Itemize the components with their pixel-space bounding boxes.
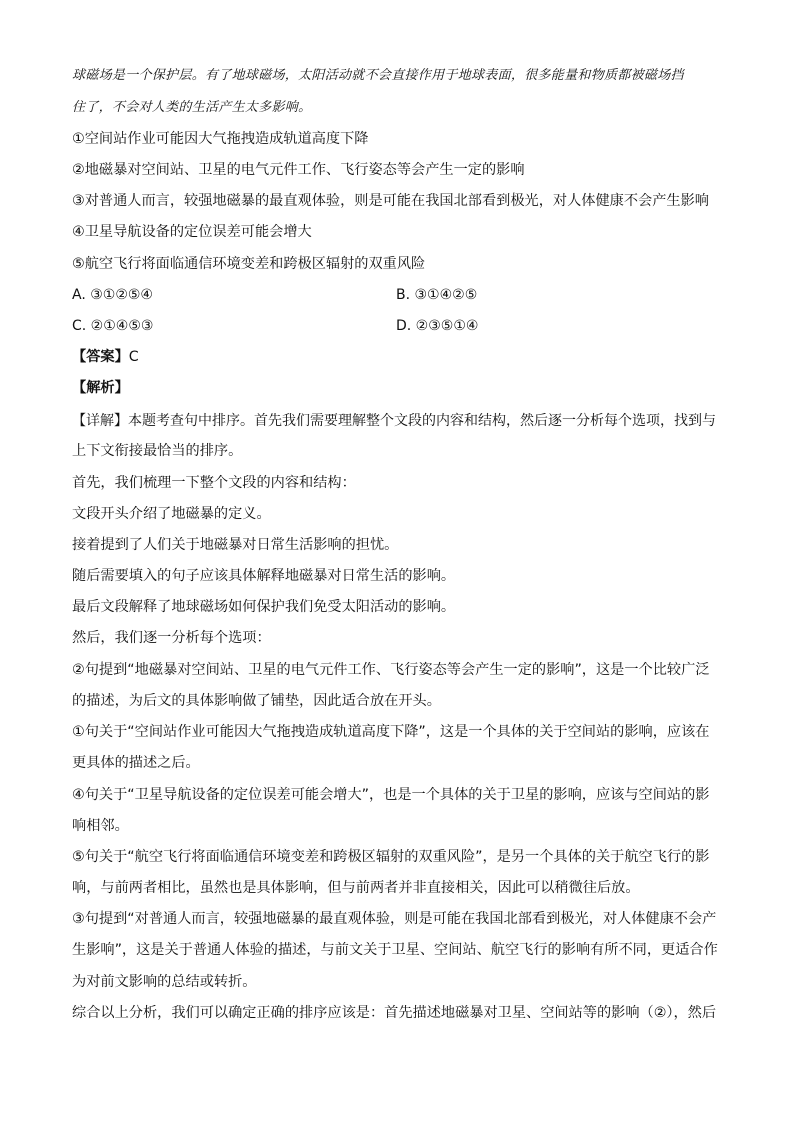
explanation-line: 文段开头介绍了地磁暴的定义。 — [72, 506, 271, 522]
explanation-line: 上下文衔接最恰当的排序。 — [72, 443, 243, 459]
explanation-line: ④句关于“卫星导航设备的定位误差可能会增大”，也是一个具体的关于卫星的影响，应该与空间站的影 — [72, 787, 710, 803]
option-c: C. ②①④⑤③ — [72, 318, 154, 334]
explanation-line: ③句提到“对普通人而言，较强地磁暴的最直观体验，则是可能在我国北部看到极光，对人体健康不会产 — [72, 911, 717, 927]
sentence-1: ①空间站作业可能因大气拖拽造成轨道高度下降 — [72, 131, 369, 147]
analysis-label: 【解析】 — [72, 380, 129, 396]
explanation-line: 然后，我们逐一分析每个选项： — [72, 630, 271, 646]
option-d: D. ②③⑤①④ — [396, 318, 479, 334]
explanation-line: 随后需要填入的句子应该具体解释地磁暴对日常生活的影响。 — [72, 568, 456, 584]
explanation-line: 最后文段解释了地球磁场如何保护我们免受太阳活动的影响。 — [72, 599, 456, 615]
explanation-line: 生影响”，这是关于普通人体验的描述，与前文关于卫星、空间站、航空飞行的影响有所不同，更适合作 — [72, 942, 718, 958]
explanation-line: ⑤句关于“航空飞行将面临通信环境变差和跨极区辐射的双重风险”，是另一个具体的关于航空飞行的影 — [72, 849, 710, 865]
explanation-line: ①句关于“空间站作业可能因大气拖拽造成轨道高度下降”，这是一个具体的关于空间站的影响，应该在 — [72, 724, 710, 740]
intro-line-2: 住了，不会对人类的生活产生太多影响。 — [72, 100, 312, 115]
intro-line-1: 球磁场是一个保护层。有了地球磁场，太阳活动就不会直接作用于地球表面，很多能量和物质都被磁场挡 — [72, 68, 684, 83]
explanation-line: ②句提到“地磁暴对空间站、卫星的电气元件工作、飞行姿态等会产生一定的影响”，这是一个比较广泛 — [72, 662, 710, 678]
explanation-line: 首先，我们梳理一下整个文段的内容和结构： — [72, 475, 356, 491]
sentence-4: ④卫星导航设备的定位误差可能会增大 — [72, 224, 312, 240]
answer-label: 【答案】 — [72, 349, 129, 365]
explanation-line: 为对前文影响的总结或转折。 — [72, 974, 257, 990]
explanation-line: 响相邻。 — [72, 818, 129, 834]
sentence-5: ⑤航空飞行将面临通信环境变差和跨极区辐射的双重风险 — [72, 256, 426, 272]
answer-line — [72, 347, 722, 367]
sentence-2: ②地磁暴对空间站、卫星的电气元件工作、飞行姿态等会产生一定的影响 — [72, 162, 525, 178]
answer-value: C — [128, 349, 139, 365]
sentence-3: ③对普通人而言，较强地磁暴的最直观体验，则是可能在我国北部看到极光，对人体健康不会产生影响 — [72, 193, 709, 209]
explanation-line: 综合以上分析，我们可以确定正确的排序应该是：首先描述地磁暴对卫星、空间站等的影响（②），然后 — [72, 1005, 717, 1021]
explanation-line: 接着提到了人们关于地磁暴对日常生活影响的担忧。 — [72, 537, 399, 553]
explanation-line: 响，与前两者相比，虽然也是具体影响，但与前两者并非直接相关，因此可以稍微往后放。 — [72, 880, 640, 896]
explanation-line: 更具体的描述之后。 — [72, 755, 200, 771]
option-a: A. ③①②⑤④ — [72, 287, 153, 303]
explanation-line: 的描述，为后文的具体影响做了铺垫，因此适合放在开头。 — [72, 693, 441, 709]
explanation-line: 【详解】本题考查句中排序。首先我们需要理解整个文段的内容和结构，然后逐一分析每个选项，找到与 — [72, 413, 716, 429]
option-b: B. ③①④②⑤ — [396, 287, 478, 303]
